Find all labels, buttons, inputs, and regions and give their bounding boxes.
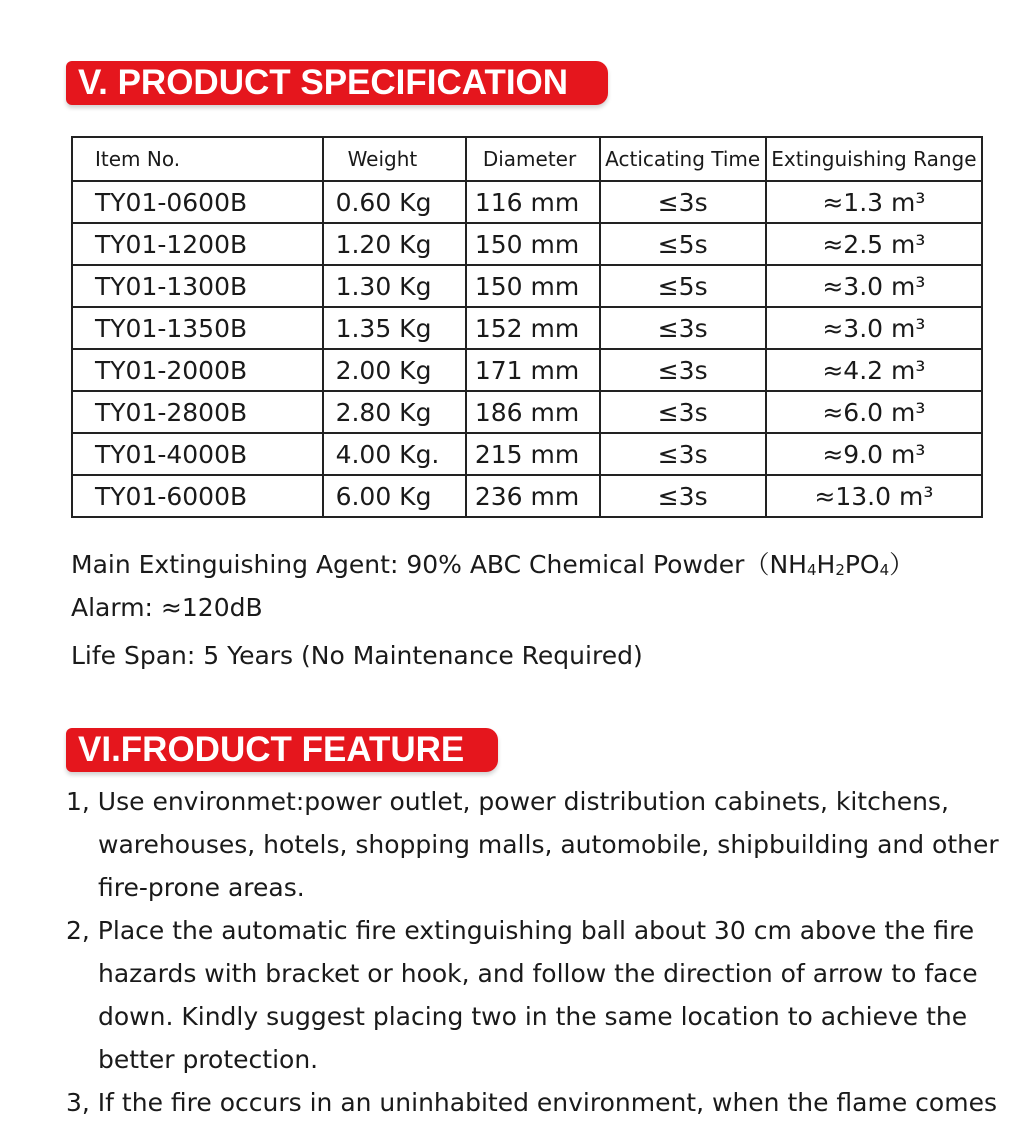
main-agent-text: Main Extinguishing Agent: 90% ABC Chemical Powder（NH	[71, 550, 807, 579]
cell-activating-time: ≤5s	[600, 223, 766, 265]
cell-weight: 1.35 Kg	[323, 307, 466, 349]
cell-extinguishing-range: ≈4.2 m³	[766, 349, 982, 391]
table-header-row	[72, 137, 982, 181]
cell-extinguishing-range: ≈2.5 m³	[766, 223, 982, 265]
cell-item-no: TY01-2800B	[72, 391, 323, 433]
header-extinguishing-range: Extinguishing Range	[766, 137, 982, 181]
cell-weight: 6.00 Kg	[323, 475, 466, 517]
cell-activating-time: ≤3s	[600, 391, 766, 433]
cell-item-no: TY01-6000B	[72, 475, 323, 517]
cell-item-no: TY01-0600B	[72, 181, 323, 223]
section-title-feature: VI.FRODUCT FEATURE	[66, 728, 498, 772]
life-span-line: Life Span: 5 Years (No Maintenance Required)	[71, 641, 643, 670]
cell-item-no: TY01-4000B	[72, 433, 323, 475]
cell-item-no: TY01-1350B	[72, 307, 323, 349]
feature-list	[66, 780, 1016, 1124]
cell-diameter: 236 mm	[466, 475, 600, 517]
cell-weight: 2.00 Kg	[323, 349, 466, 391]
cell-activating-time: ≤3s	[600, 307, 766, 349]
header-weight: Weight	[323, 137, 466, 181]
formula-subscript: 4	[879, 561, 890, 579]
cell-extinguishing-range: ≈3.0 m³	[766, 307, 982, 349]
cell-extinguishing-range: ≈3.0 m³	[766, 265, 982, 307]
table-row	[72, 265, 982, 307]
cell-diameter: 215 mm	[466, 433, 600, 475]
cell-diameter: 116 mm	[466, 181, 600, 223]
cell-activating-time: ≤3s	[600, 475, 766, 517]
cell-weight: 4.00 Kg.	[323, 433, 466, 475]
table-row	[72, 349, 982, 391]
formula-part: H	[816, 550, 836, 579]
table-row	[72, 391, 982, 433]
cell-weight: 2.80 Kg	[323, 391, 466, 433]
cell-diameter: 150 mm	[466, 265, 600, 307]
cell-weight: 0.60 Kg	[323, 181, 466, 223]
table-row	[72, 181, 982, 223]
table-row	[72, 433, 982, 475]
cell-activating-time: ≤3s	[600, 349, 766, 391]
section-title-specification: V. PRODUCT SPECIFICATION	[66, 61, 608, 105]
cell-item-no: TY01-1300B	[72, 265, 323, 307]
alarm-line: Alarm: ≈120dB	[71, 593, 263, 622]
cell-diameter: 171 mm	[466, 349, 600, 391]
list-item: 2, Place the automatic fire extinguishing ball about 30 cm above the fire hazards with bracket or hook, and follow the direction of arrow to face down. Kindly suggest placing two in the same location to achieve the better protection.	[66, 916, 978, 1074]
cell-extinguishing-range: ≈9.0 m³	[766, 433, 982, 475]
cell-activating-time: ≤3s	[600, 181, 766, 223]
formula-part: PO	[844, 550, 880, 579]
specification-table	[71, 136, 983, 518]
formula-subscript: 2	[835, 561, 845, 579]
cell-item-no: TY01-2000B	[72, 349, 323, 391]
cell-weight: 1.20 Kg	[323, 223, 466, 265]
main-agent-line	[71, 545, 914, 581]
formula-close: ）	[889, 550, 915, 579]
cell-weight: 1.30 Kg	[323, 265, 466, 307]
table-row	[72, 223, 982, 265]
cell-item-no: TY01-1200B	[72, 223, 323, 265]
list-item: 3, If the fire occurs in an uninhabited environment, when the flame comes	[66, 1088, 997, 1117]
cell-extinguishing-range: ≈13.0 m³	[766, 475, 982, 517]
cell-diameter: 150 mm	[466, 223, 600, 265]
list-item: 1, Use environmet:power outlet, power distribution cabinets, kitchens, warehouses, hotels, shopping malls, automobile, shipbuilding and other fire-prone areas.	[66, 787, 999, 902]
header-item-no: Item No.	[72, 137, 323, 181]
cell-activating-time: ≤3s	[600, 433, 766, 475]
formula-subscript: 4	[806, 561, 817, 579]
cell-activating-time: ≤5s	[600, 265, 766, 307]
header-diameter: Diameter	[466, 137, 600, 181]
cell-extinguishing-range: ≈6.0 m³	[766, 391, 982, 433]
cell-diameter: 186 mm	[466, 391, 600, 433]
cell-diameter: 152 mm	[466, 307, 600, 349]
table-row	[72, 475, 982, 517]
header-activating-time: Acticating Time	[600, 137, 766, 181]
cell-extinguishing-range: ≈1.3 m³	[766, 181, 982, 223]
table-row	[72, 307, 982, 349]
